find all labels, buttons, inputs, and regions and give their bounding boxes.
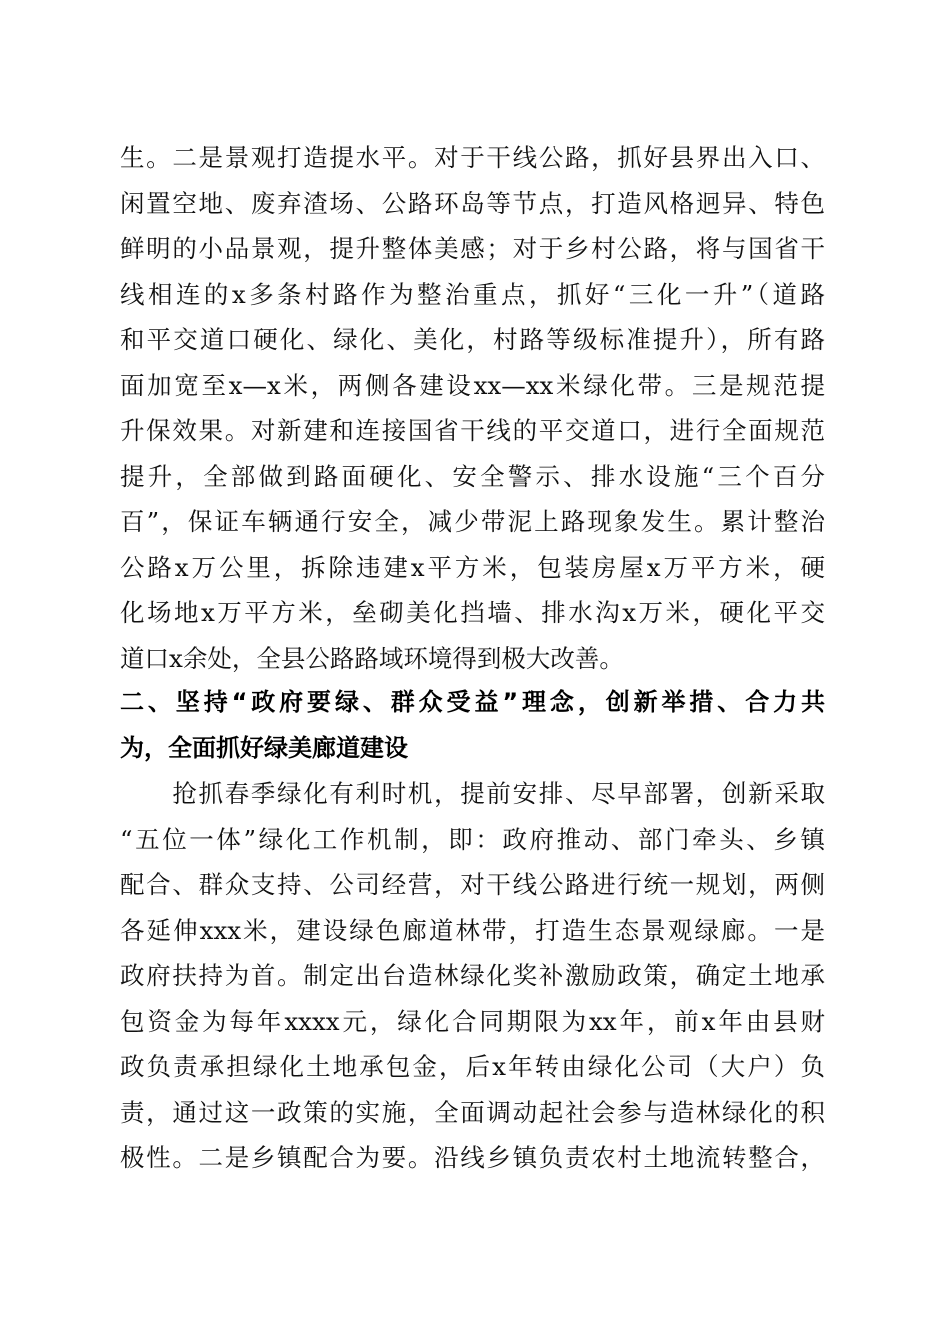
paragraph-road-landscape xyxy=(120,135,825,681)
text-line: 包资金为每年xxxx元，绿化合同期限为xx年，前x年由县财 xyxy=(120,1006,825,1036)
text-line: 抢抓春季绿化有利时机，提前安排、尽早部署，创新采取 xyxy=(120,779,825,808)
text-line: 升保效果。对新建和连接国省干线的平交道口，进行全面规范 xyxy=(120,416,825,445)
text-line: 线相连的x多条村路作为整治重点，抓好“三化一升”（道路 xyxy=(120,279,825,309)
heading-line: 为，全面抓好绿美廊道建设 xyxy=(120,733,408,762)
text-line: 鲜明的小品景观，提升整体美感；对于乡村公路，将与国省干 xyxy=(120,234,825,263)
text-line: 配合、群众支持、公司经营，对干线公路进行统一规划，两侧 xyxy=(120,870,825,899)
text-line: 政负责承担绿化土地承包金，后x年转由绿化公司（大户）负 xyxy=(120,1052,825,1081)
text-line: 提升，全部做到路面硬化、安全警示、排水设施“三个百分 xyxy=(120,461,825,491)
section-heading xyxy=(120,680,825,771)
text-line: 各延伸xxx米，建设绿色廊道林带，打造生态景观绿廊。一是 xyxy=(120,915,825,945)
text-line: 生。二是景观打造提水平。对于干线公路，抓好县界出入口、 xyxy=(120,143,825,172)
heading-line: 二、坚持“政府要绿、群众受益”理念，创新举措、合力共 xyxy=(120,688,825,716)
text-line: 百”，保证车辆通行安全，减少带泥上路现象发生。累计整治 xyxy=(120,507,825,536)
text-line: 政府扶持为首。制定出台造林绿化奖补激励政策，确定土地承 xyxy=(120,961,825,990)
text-line: 极性。二是乡镇配合为要。沿线乡镇负责农村土地流转整合， xyxy=(120,1143,825,1172)
text-line: 和平交道口硬化、绿化、美化，村路等级标准提升），所有路 xyxy=(120,325,825,354)
paragraph-green-corridor xyxy=(120,771,825,1181)
text-line: “五位一体”绿化工作机制，即：政府推动、部门牵头、乡镇 xyxy=(120,824,825,854)
text-line: 责，通过这一政策的实施，全面调动起社会参与造林绿化的积 xyxy=(120,1097,825,1127)
text-line: 道口x余处，全县公路路域环境得到极大改善。 xyxy=(120,643,624,673)
text-line: 化场地x万平方米，垒砌美化挡墙、排水沟x万米，硬化平交 xyxy=(120,598,825,627)
text-line: 面加宽至x—x米，两侧各建设xx—xx米绿化带。三是规范提 xyxy=(120,370,825,400)
text-line: 闲置空地、废弃渣场、公路环岛等节点，打造风格迥异、特色 xyxy=(120,188,825,218)
text-line: 公路x万公里，拆除违建x平方米，包装房屋x万平方米，硬 xyxy=(120,552,825,582)
